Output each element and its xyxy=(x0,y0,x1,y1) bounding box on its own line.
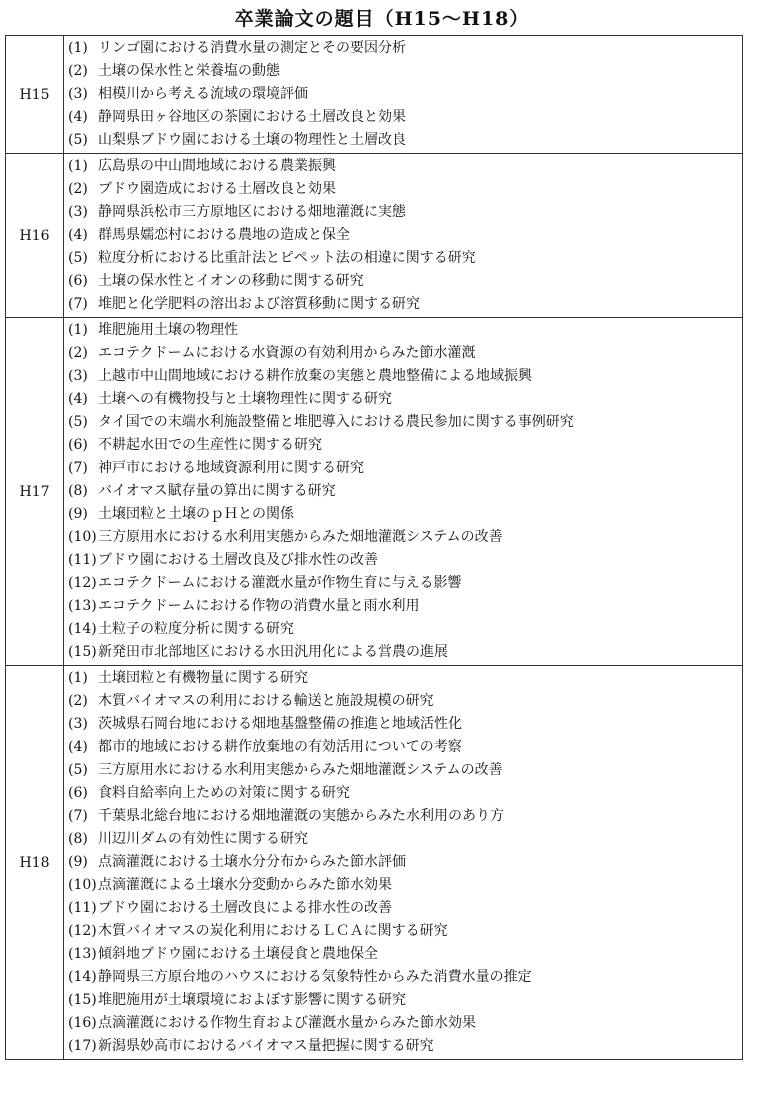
thesis-item xyxy=(68,549,742,572)
thesis-number: (6) xyxy=(68,273,88,289)
thesis-item xyxy=(68,155,742,178)
thesis-title: 千葉県北総台地における畑地灌漑の実態からみた水利用のあり方 xyxy=(98,808,504,824)
thesis-item xyxy=(68,1012,742,1035)
thesis-number: (12) xyxy=(68,575,97,591)
thesis-item xyxy=(68,342,742,365)
thesis-number: (4) xyxy=(68,227,88,243)
year-group-h17 xyxy=(6,318,743,666)
year-group-h18 xyxy=(6,666,743,1060)
thesis-item xyxy=(68,83,742,106)
thesis-item xyxy=(68,618,742,641)
thesis-item xyxy=(68,270,742,293)
thesis-title: 広島県の中山間地域における農業振興 xyxy=(98,158,336,174)
thesis-title: 三方原用水における水利用実態からみた畑地灌漑システムの改善 xyxy=(98,762,503,778)
thesis-item xyxy=(68,690,742,713)
thesis-number: (8) xyxy=(68,483,88,499)
thesis-number: (1) xyxy=(68,322,88,338)
thesis-list xyxy=(64,36,743,154)
thesis-title: 川辺川ダムの有効性に関する研究 xyxy=(98,831,308,847)
thesis-number: (15) xyxy=(68,644,97,660)
thesis-title: 土壌の保水性と栄養塩の動態 xyxy=(98,63,280,79)
thesis-item xyxy=(68,129,742,152)
thesis-number: (3) xyxy=(68,204,88,220)
thesis-item xyxy=(68,713,742,736)
year-cell: H16 xyxy=(6,154,64,318)
thesis-title: 静岡県田ヶ谷地区の茶園における土層改良と効果 xyxy=(98,109,406,125)
thesis-number: (7) xyxy=(68,808,88,824)
thesis-number: (5) xyxy=(68,250,88,266)
thesis-list xyxy=(64,154,743,318)
thesis-item xyxy=(68,897,742,920)
page-title: 卒業論文の題目（H15〜H18） xyxy=(234,8,530,30)
thesis-number: (2) xyxy=(68,345,88,361)
thesis-title: 都市的地域における耕作放棄地の有効活用についての考察 xyxy=(98,739,462,755)
thesis-number: (9) xyxy=(68,854,88,870)
thesis-item xyxy=(68,388,742,411)
thesis-number: (13) xyxy=(68,598,97,614)
thesis-list xyxy=(64,318,743,666)
thesis-number: (7) xyxy=(68,460,88,476)
thesis-number: (6) xyxy=(68,785,88,801)
thesis-title: 木質バイオマスの炭化利用におけるＬＣＡに関する研究 xyxy=(98,923,448,939)
thesis-title: 静岡県浜松市三方原地区における畑地灌漑に実態 xyxy=(98,204,406,220)
thesis-title: 山梨県ブドウ園における土壌の物理性と土層改良 xyxy=(98,132,406,148)
thesis-title: ブドウ園造成における土層改良と効果 xyxy=(98,181,336,197)
thesis-number: (17) xyxy=(68,1038,97,1054)
thesis-title: 三方原用水における水利用実態からみた畑地灌漑システムの改善 xyxy=(98,529,503,545)
thesis-item xyxy=(68,667,742,690)
thesis-number: (14) xyxy=(68,621,97,637)
thesis-title: タイ国での末端水利施設整備と堆肥導入における農民参加に関する事例研究 xyxy=(98,414,574,430)
thesis-title: 堆肥と化学肥料の溶出および溶質移動に関する研究 xyxy=(98,296,420,312)
thesis-title: 不耕起水田での生産性に関する研究 xyxy=(98,437,322,453)
thesis-item xyxy=(68,920,742,943)
year-group-h16 xyxy=(6,154,743,318)
thesis-title: 新潟県妙高市におけるバイオマス量把握に関する研究 xyxy=(98,1038,434,1054)
thesis-title: リンゴ園における消費水量の測定とその要因分析 xyxy=(98,40,406,56)
thesis-title: 粒度分析における比重計法とピペット法の相違に関する研究 xyxy=(98,250,476,266)
year-cell: H15 xyxy=(6,36,64,154)
thesis-number: (5) xyxy=(68,414,88,430)
thesis-number: (12) xyxy=(68,923,97,939)
thesis-number: (1) xyxy=(68,158,88,174)
thesis-title: 土壌の保水性とイオンの移動に関する研究 xyxy=(98,273,364,289)
thesis-title: エコテクドームにおける灌漑水量が作物生育に与える影響 xyxy=(98,575,462,591)
thesis-title: 相模川から考える流域の環境評価 xyxy=(98,86,308,102)
thesis-title: 静岡県三方原台地のハウスにおける気象特性からみた消費水量の推定 xyxy=(98,969,532,985)
thesis-title: 点滴灌漑における作物生育および灌漑水量からみた節水効果 xyxy=(98,1015,476,1031)
thesis-number: (1) xyxy=(68,670,88,686)
thesis-table-body xyxy=(6,36,743,1060)
thesis-item xyxy=(68,247,742,270)
thesis-item xyxy=(68,572,742,595)
thesis-item xyxy=(68,319,742,342)
thesis-number: (10) xyxy=(68,529,97,545)
thesis-title: 木質バイオマスの利用における輸送と施設規模の研究 xyxy=(98,693,434,709)
thesis-item xyxy=(68,60,742,83)
thesis-item xyxy=(68,224,742,247)
thesis-number: (4) xyxy=(68,109,88,125)
thesis-number: (7) xyxy=(68,296,88,312)
thesis-item xyxy=(68,37,742,60)
thesis-item xyxy=(68,805,742,828)
thesis-table xyxy=(5,35,743,1060)
thesis-title: エコテクドームにおける水資源の有効利用からみた節水灌漑 xyxy=(98,345,476,361)
thesis-title: 土壌団粒と有機物量に関する研究 xyxy=(98,670,308,686)
thesis-title: 土粒子の粒度分析に関する研究 xyxy=(98,621,294,637)
thesis-item xyxy=(68,966,742,989)
thesis-title: 群馬県嬬恋村における農地の造成と保全 xyxy=(98,227,350,243)
thesis-item xyxy=(68,293,742,316)
thesis-number: (3) xyxy=(68,86,88,102)
thesis-number: (3) xyxy=(68,716,88,732)
thesis-title: 食料自給率向上ための対策に関する研究 xyxy=(98,785,350,801)
thesis-number: (4) xyxy=(68,391,88,407)
thesis-item xyxy=(68,874,742,897)
thesis-item xyxy=(68,434,742,457)
thesis-title: 点滴灌漑における土壌水分分布からみた節水評価 xyxy=(98,854,406,870)
thesis-number: (11) xyxy=(68,552,97,568)
thesis-number: (6) xyxy=(68,437,88,453)
thesis-number: (10) xyxy=(68,877,97,893)
thesis-item xyxy=(68,411,742,434)
thesis-number: (5) xyxy=(68,762,88,778)
thesis-item xyxy=(68,641,742,664)
thesis-number: (14) xyxy=(68,969,97,985)
thesis-number: (3) xyxy=(68,368,88,384)
thesis-item xyxy=(68,828,742,851)
thesis-item xyxy=(68,989,742,1012)
thesis-item xyxy=(68,457,742,480)
thesis-title: 傾斜地ブドウ園における土壌侵食と農地保全 xyxy=(98,946,378,962)
thesis-item xyxy=(68,943,742,966)
thesis-title: バイオマス賦存量の算出に関する研究 xyxy=(98,483,336,499)
thesis-item xyxy=(68,736,742,759)
thesis-number: (13) xyxy=(68,946,97,962)
thesis-title: 上越市中山間地域における耕作放棄の実態と農地整備による地域振興 xyxy=(98,368,532,384)
thesis-item xyxy=(68,106,742,129)
thesis-title: ブドウ園における土層改良及び排水性の改善 xyxy=(98,552,378,568)
thesis-number: (8) xyxy=(68,831,88,847)
thesis-item xyxy=(68,595,742,618)
thesis-item xyxy=(68,782,742,805)
thesis-title: 点滴灌漑による土壌水分変動からみた節水効果 xyxy=(98,877,392,893)
thesis-title: 土壌団粒と土壌のｐＨとの関係 xyxy=(98,506,294,522)
thesis-title: 堆肥施用が土壌環境におよぼす影響に関する研究 xyxy=(98,992,406,1008)
thesis-title: 土壌への有機物投与と土壌物理性に関する研究 xyxy=(98,391,392,407)
thesis-list xyxy=(64,666,743,1060)
thesis-item xyxy=(68,851,742,874)
thesis-number: (4) xyxy=(68,739,88,755)
thesis-item xyxy=(68,365,742,388)
thesis-number: (2) xyxy=(68,63,88,79)
year-cell: H17 xyxy=(6,318,64,666)
thesis-number: (15) xyxy=(68,992,97,1008)
thesis-item xyxy=(68,503,742,526)
thesis-number: (5) xyxy=(68,132,88,148)
thesis-item xyxy=(68,1035,742,1058)
thesis-title: 茨城県石岡台地における畑地基盤整備の推進と地域活性化 xyxy=(98,716,462,732)
thesis-title: ブドウ園における土層改良による排水性の改善 xyxy=(98,900,392,916)
thesis-item xyxy=(68,201,742,224)
thesis-item xyxy=(68,178,742,201)
thesis-item xyxy=(68,526,742,549)
thesis-number: (1) xyxy=(68,40,88,56)
thesis-title: エコテクドームにおける作物の消費水量と雨水利用 xyxy=(98,598,420,614)
thesis-number: (2) xyxy=(68,693,88,709)
thesis-number: (2) xyxy=(68,181,88,197)
year-group-h15 xyxy=(6,36,743,154)
thesis-number: (16) xyxy=(68,1015,97,1031)
thesis-number: (9) xyxy=(68,506,88,522)
year-cell: H18 xyxy=(6,666,64,1060)
thesis-item xyxy=(68,480,742,503)
thesis-number: (11) xyxy=(68,900,97,916)
thesis-title: 新発田市北部地区における水田汎用化による営農の進展 xyxy=(98,644,448,660)
thesis-title: 堆肥施用土壌の物理性 xyxy=(98,322,238,338)
thesis-item xyxy=(68,759,742,782)
thesis-title: 神戸市における地域資源利用に関する研究 xyxy=(98,460,364,476)
